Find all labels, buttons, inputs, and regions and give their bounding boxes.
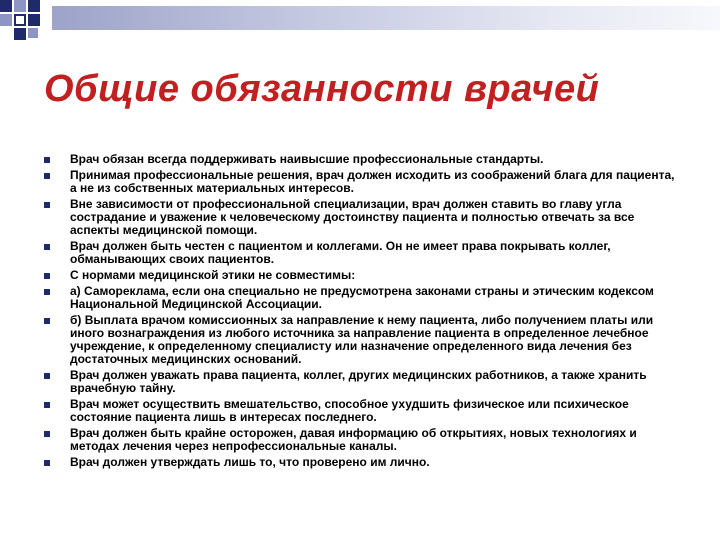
list-item (40, 198, 680, 237)
list-item-text: Принимая профессиональные решения, врач должен исходить из соображений блага для пациента, а не из собственных материальных интересов. (70, 168, 675, 195)
bullet-icon (44, 431, 50, 437)
bullet-icon (44, 202, 50, 208)
bullet-icon (44, 244, 50, 250)
corner-square-light (28, 28, 38, 38)
bullet-icon (44, 173, 50, 179)
header-band (52, 6, 720, 30)
corner-square-dark (28, 0, 40, 12)
list-item (40, 398, 680, 424)
bullet-icon (44, 318, 50, 324)
bullet-icon (44, 402, 50, 408)
list-item-text: а) Самореклама, если она специально не предусмотрена законами страны и этическим кодексом Национальной Медицинской Ассоциации. (70, 284, 654, 311)
bullet-icon (44, 373, 50, 379)
bullet-icon (44, 460, 50, 466)
corner-square-light (0, 14, 12, 26)
list-item (40, 314, 680, 366)
list-item (40, 456, 680, 469)
list-item-text: Врач должен быть честен с пациентом и коллегами. Он не имеет права покрывать коллег, обманывающих своих пациентов. (70, 239, 611, 266)
list-item (40, 153, 680, 166)
list-item-text: б) Выплата врачом комиссионных за направление к нему пациента, либо получением платы или иного вознаграждения из любого источника за направление пациента в определенное лечебное учреждение, к определенному специалисту или назначение определенного вида лечения без достаточных медицинских оснований. (70, 313, 654, 366)
corner-square-light (14, 0, 26, 12)
list-item (40, 240, 680, 266)
list-item (40, 369, 680, 395)
list-item-text: Вне зависимости от профессиональной специализации, врач должен ставить во главу угла сострадание и уважение к человеческому достоинству пациента и полностью отвечать за все аспекты медицинской помощи. (70, 197, 635, 237)
list-item (40, 169, 680, 195)
bullet-icon (44, 157, 50, 163)
list-item-text: Врач должен быть крайне осторожен, давая информацию об открытиях, новых технологиях и методах лечения через непрофессиональные каналы. (70, 426, 637, 453)
corner-square-dark (0, 0, 12, 12)
list-item (40, 269, 680, 282)
list-item-text: Врач может осуществить вмешательство, способное ухудшить физическое или психическое состояние пациента лишь в интересах последнего. (70, 397, 629, 424)
duties-list (40, 153, 680, 472)
list-item-text: Врач должен утверждать лишь то, что проверено им лично. (70, 455, 430, 469)
list-item-text: С нормами медицинской этики не совместимы: (70, 268, 356, 282)
list-item (40, 285, 680, 311)
slide-title: Общие обязанности врачей (44, 68, 600, 110)
corner-square-dark (28, 14, 40, 26)
bullet-icon (44, 273, 50, 279)
corner-square-outline (14, 14, 26, 26)
corner-square-dark (14, 28, 26, 40)
list-item (40, 427, 680, 453)
list-item-text: Врач обязан всегда поддерживать наивысшие профессиональные стандарты. (70, 152, 544, 166)
bullet-icon (44, 289, 50, 295)
list-item-text: Врач должен уважать права пациента, коллег, других медицинских работников, а также хранить врачебную тайну. (70, 368, 647, 395)
